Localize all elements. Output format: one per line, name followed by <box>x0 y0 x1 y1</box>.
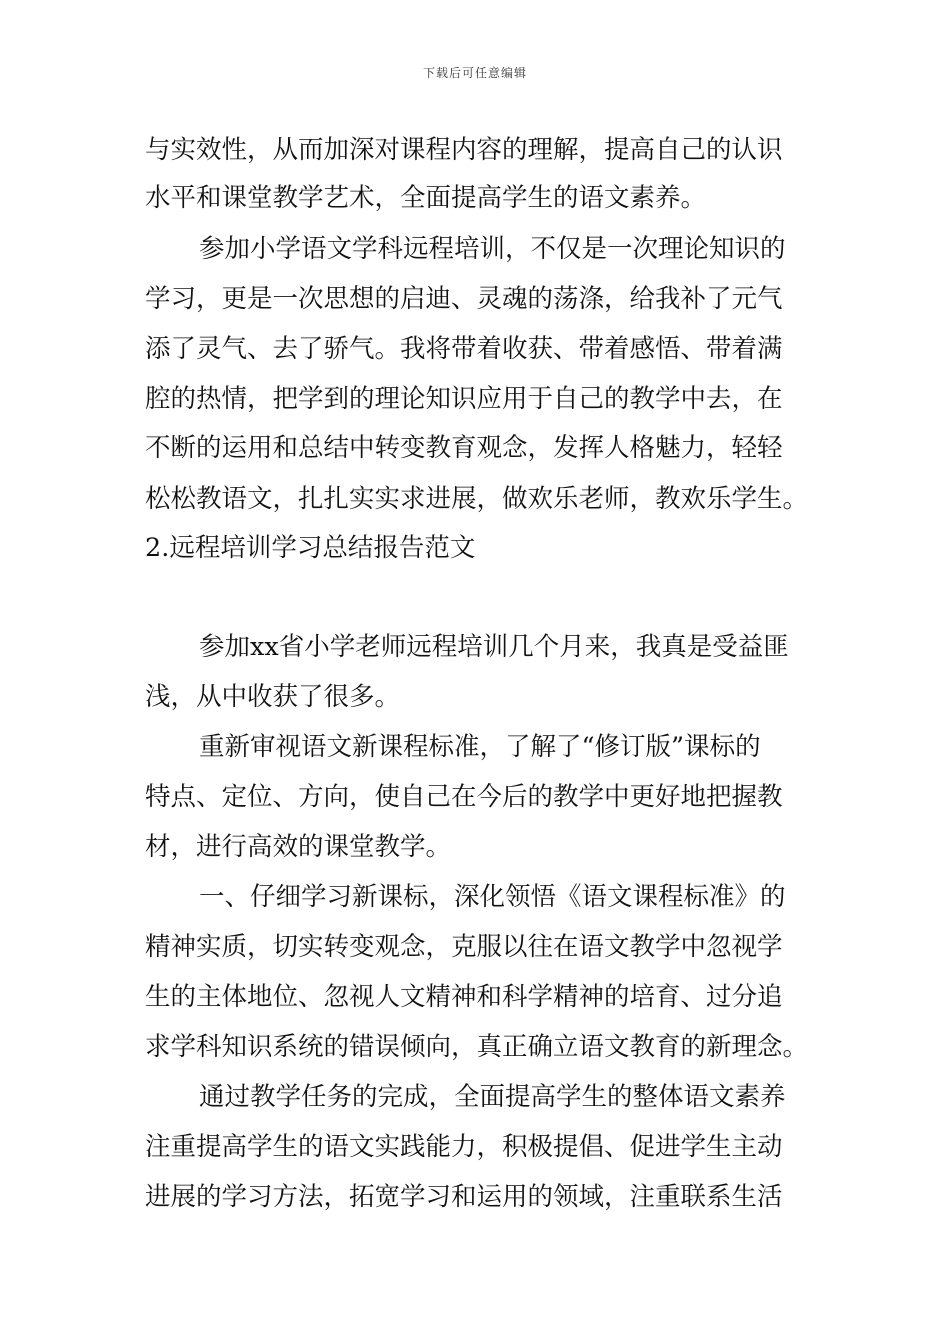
text-line: 重新审视语文新课程标准，了解了“修订版”课标的 <box>199 732 761 762</box>
text-line: 腔的热情，把学到的理论知识应用于自己的教学中去，在 <box>145 384 783 414</box>
text-line: 精神实质，切实转变观念，克服以往在语文教学中忽视学 <box>145 932 783 962</box>
text-line: 通过教学任务的完成，全面提高学生的整体语文素养 <box>199 1082 786 1112</box>
text-line: 求学科知识系统的错误倾向，真正确立语文教育的新理念。 <box>145 1032 809 1062</box>
text-line: 一、仔细学习新课标，深化领悟《语文课程标准》的 <box>199 882 786 912</box>
text-line: 进展的学习方法，拓宽学习和运用的领域，注重联系生活 <box>145 1182 783 1212</box>
page-header: 下载后可任意编辑 <box>422 66 527 80</box>
text-line: 水平和课堂教学艺术，全面提高学生的语文素养。 <box>145 183 707 213</box>
text-line: 松松教语文，扎扎实实求进展，做欢乐老师，教欢乐学生。 <box>145 484 809 514</box>
text-line: 参加xx省小学老师远程培训几个月来，我真是受益匪 <box>199 632 789 662</box>
text-line: 特点、定位、方向，使自己在今后的教学中更好地把握教 <box>145 782 783 812</box>
text-line: 生的主体地位、忽视人文精神和科学精神的培育、过分追 <box>145 982 783 1012</box>
text-line: 与实效性，从而加深对课程内容的理解，提高自己的认识 <box>145 135 783 165</box>
text-line: 材，进行高效的课堂教学。 <box>145 832 452 862</box>
text-line: 注重提高学生的语文实践能力，积极提倡、促进学生主动 <box>145 1132 783 1162</box>
text-line: 不断的运用和总结中转变教育观念，发挥人格魅力，轻轻 <box>145 433 783 463</box>
text-line: 添了灵气、去了骄气。我将带着收获、带着感悟、带着满 <box>145 334 783 364</box>
text-line: 浅，从中收获了很多。 <box>145 682 401 712</box>
text-line: 参加小学语文学科远程培训，不仅是一次理论知识的 <box>199 234 786 264</box>
text-line: 学习，更是一次思想的启迪、灵魂的荡涤，给我补了元气 <box>145 284 783 314</box>
section-heading: 2.远程培训学习总结报告范文 <box>145 533 476 563</box>
